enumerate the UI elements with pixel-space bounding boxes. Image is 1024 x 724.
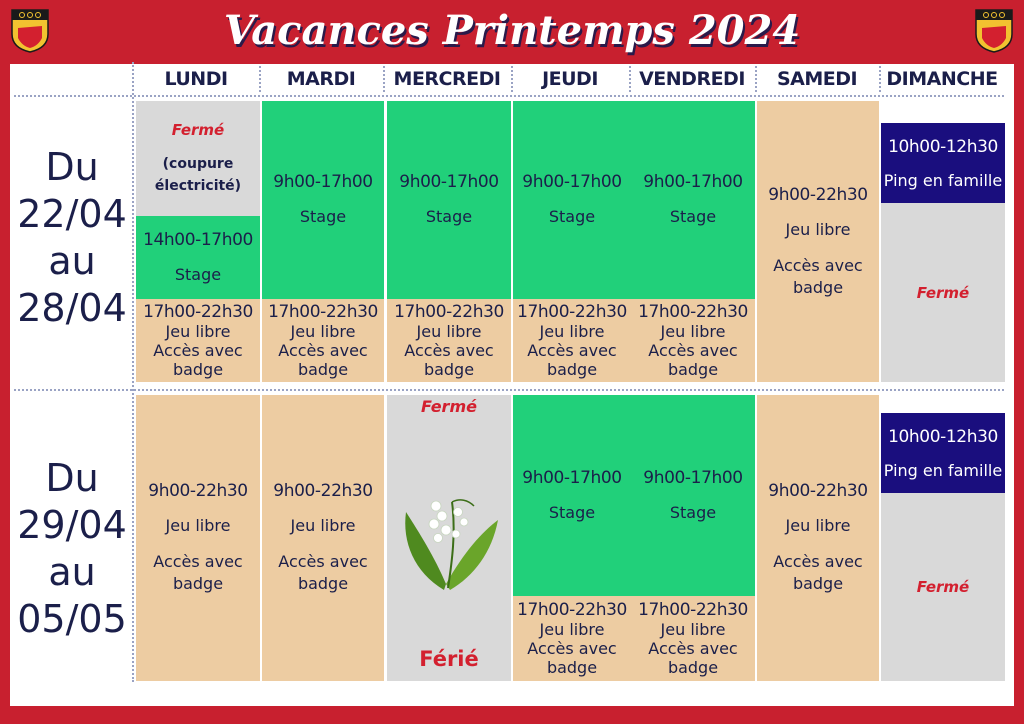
slot-stage [513, 101, 631, 299]
slot-jeu-libre [387, 299, 511, 382]
header-divider [755, 66, 757, 92]
slot-access: badge [423, 360, 475, 379]
header-divider [383, 66, 385, 92]
closed-label: Fermé [916, 283, 970, 302]
slot-hours: 9h00-22h30 [273, 481, 373, 501]
day-header-vendredi: VENDREDI [639, 68, 745, 90]
slot-holiday [387, 395, 511, 681]
slot-hours: 9h00-22h30 [768, 184, 868, 205]
slot-stage [631, 101, 755, 299]
slot-hours: 9h00-17h00 [522, 467, 622, 488]
slot-access: badge [667, 360, 719, 379]
header-divider [259, 66, 261, 92]
slot-activity: Stage [299, 207, 347, 226]
slot-access: badge [172, 360, 224, 379]
slot-hours: 9h00-17h00 [522, 172, 622, 192]
day-header-mardi: MARDI [286, 68, 356, 90]
slot-hours: 17h00-22h30 [394, 302, 504, 322]
club-logo-icon [10, 8, 50, 54]
day-header-mercredi: MERCREDI [393, 68, 501, 90]
slot-activity: Ping en famille [883, 170, 1003, 190]
slot-jeu-libre [513, 299, 631, 382]
day-header-jeudi: JEUDI [542, 68, 598, 90]
slot-hours: 9h00-17h00 [273, 172, 373, 192]
slot-jeu-libre [262, 299, 384, 382]
closed-label: Fermé [171, 120, 225, 139]
slot-hours: 17h00-22h30 [517, 302, 627, 322]
slot-access: Accès avec [527, 341, 617, 360]
slot-hours: 10h00-12h30 [888, 426, 998, 447]
slot-activity: Jeu libre [660, 620, 726, 639]
slot-activity: Stage [174, 264, 222, 284]
holiday-label: Férié [419, 647, 479, 671]
slot-stage [262, 101, 384, 299]
slot-stage [387, 101, 511, 299]
slot-activity: Jeu libre [290, 516, 356, 535]
slot-jeu-libre [513, 596, 631, 681]
slot-activity: Jeu libre [785, 219, 851, 239]
slot-jeu-libre [136, 395, 260, 681]
club-logo-icon [974, 8, 1014, 54]
slot-jeu-libre [757, 101, 879, 382]
slot-hours: 9h00-17h00 [399, 172, 499, 192]
week-line: 05/05 [17, 597, 127, 641]
slot-ping-en-famille [881, 413, 1005, 493]
slot-hours: 17h00-22h30 [268, 302, 378, 322]
day-header-samedi: SAMEDI [776, 68, 858, 90]
row-divider [14, 389, 1004, 391]
slot-access: Accès avec [648, 341, 738, 360]
slot-access: badge [667, 658, 719, 677]
slot-access: Accès avec [278, 341, 368, 360]
slot-activity: Jeu libre [165, 516, 231, 535]
slot-hours: 14h00-17h00 [143, 229, 253, 250]
slot-access: Accès avec [773, 255, 863, 275]
slot-access: badge [546, 658, 598, 677]
slot-activity: Jeu libre [416, 322, 482, 341]
slot-activity: Jeu libre [660, 322, 726, 341]
slot-access: Accès avec [153, 341, 243, 360]
slot-hours: 17h00-22h30 [638, 600, 748, 620]
slot-access: badge [297, 574, 349, 593]
poster-title: Vacances Printemps 2024 [223, 7, 801, 54]
slot-stage [513, 395, 631, 596]
slot-closed [136, 101, 260, 216]
week-label-1 [10, 144, 134, 332]
slot-access: Accès avec [404, 341, 494, 360]
slot-access: Accès avec [527, 639, 617, 658]
slot-jeu-libre [631, 299, 755, 382]
slot-stage [136, 216, 260, 299]
slot-access: Accès avec [278, 552, 368, 571]
lily-of-the-valley-icon [394, 472, 504, 592]
slot-jeu-libre [757, 395, 879, 681]
slot-activity: Jeu libre [539, 620, 605, 639]
slot-stage [631, 395, 755, 596]
slot-activity: Stage [669, 207, 717, 226]
slot-hours: 9h00-22h30 [768, 481, 868, 501]
slot-hours: 17h00-22h30 [638, 302, 748, 322]
slot-access: badge [792, 574, 844, 593]
slot-activity: Stage [548, 207, 596, 226]
slot-activity: Jeu libre [290, 322, 356, 341]
slot-closed [881, 493, 1005, 681]
slot-activity: Stage [425, 207, 473, 226]
slot-hours: 9h00-17h00 [643, 467, 743, 488]
slot-jeu-libre [136, 299, 260, 382]
slot-access: badge [172, 574, 224, 593]
slot-access: Accès avec [153, 552, 243, 571]
week-line: au [48, 550, 96, 594]
week-line: Du [45, 145, 99, 189]
slot-activity: Jeu libre [785, 516, 851, 535]
slot-hours: 17h00-22h30 [143, 302, 253, 322]
week-line: 28/04 [17, 286, 127, 330]
slot-access: Accès avec [648, 639, 738, 658]
slot-activity: Ping en famille [883, 460, 1003, 480]
header-divider [511, 66, 513, 92]
slot-activity: Stage [669, 502, 717, 522]
closed-label: Fermé [916, 578, 970, 596]
week-label-2 [10, 455, 134, 643]
slot-access: Accès avec [773, 552, 863, 571]
row-divider [14, 95, 1004, 97]
slot-jeu-libre [631, 596, 755, 681]
slot-hours: 9h00-22h30 [148, 481, 248, 501]
slot-access: badge [546, 360, 598, 379]
week-line: Du [45, 456, 99, 500]
week-line: au [48, 239, 96, 283]
week-line: 29/04 [17, 503, 127, 547]
slot-ping-en-famille [881, 123, 1005, 203]
day-header-lundi: LUNDI [164, 68, 228, 90]
slot-access: badge [792, 277, 844, 297]
slot-access: badge [297, 360, 349, 379]
slot-activity: Stage [548, 502, 596, 522]
header-divider [879, 66, 881, 92]
closure-note: électricité) [154, 177, 242, 194]
slot-closed [881, 203, 1005, 382]
slot-hours: 17h00-22h30 [517, 600, 627, 620]
slot-activity: Jeu libre [165, 322, 231, 341]
day-header-dimanche: DIMANCHE [886, 68, 998, 90]
closed-label: Fermé [421, 397, 477, 416]
slot-hours: 9h00-17h00 [643, 172, 743, 192]
header-divider [629, 66, 631, 92]
closure-note: (coupure [162, 155, 234, 172]
slot-hours: 10h00-12h30 [888, 136, 998, 157]
slot-activity: Jeu libre [539, 322, 605, 341]
slot-jeu-libre [262, 395, 384, 681]
week-line: 22/04 [17, 192, 127, 236]
